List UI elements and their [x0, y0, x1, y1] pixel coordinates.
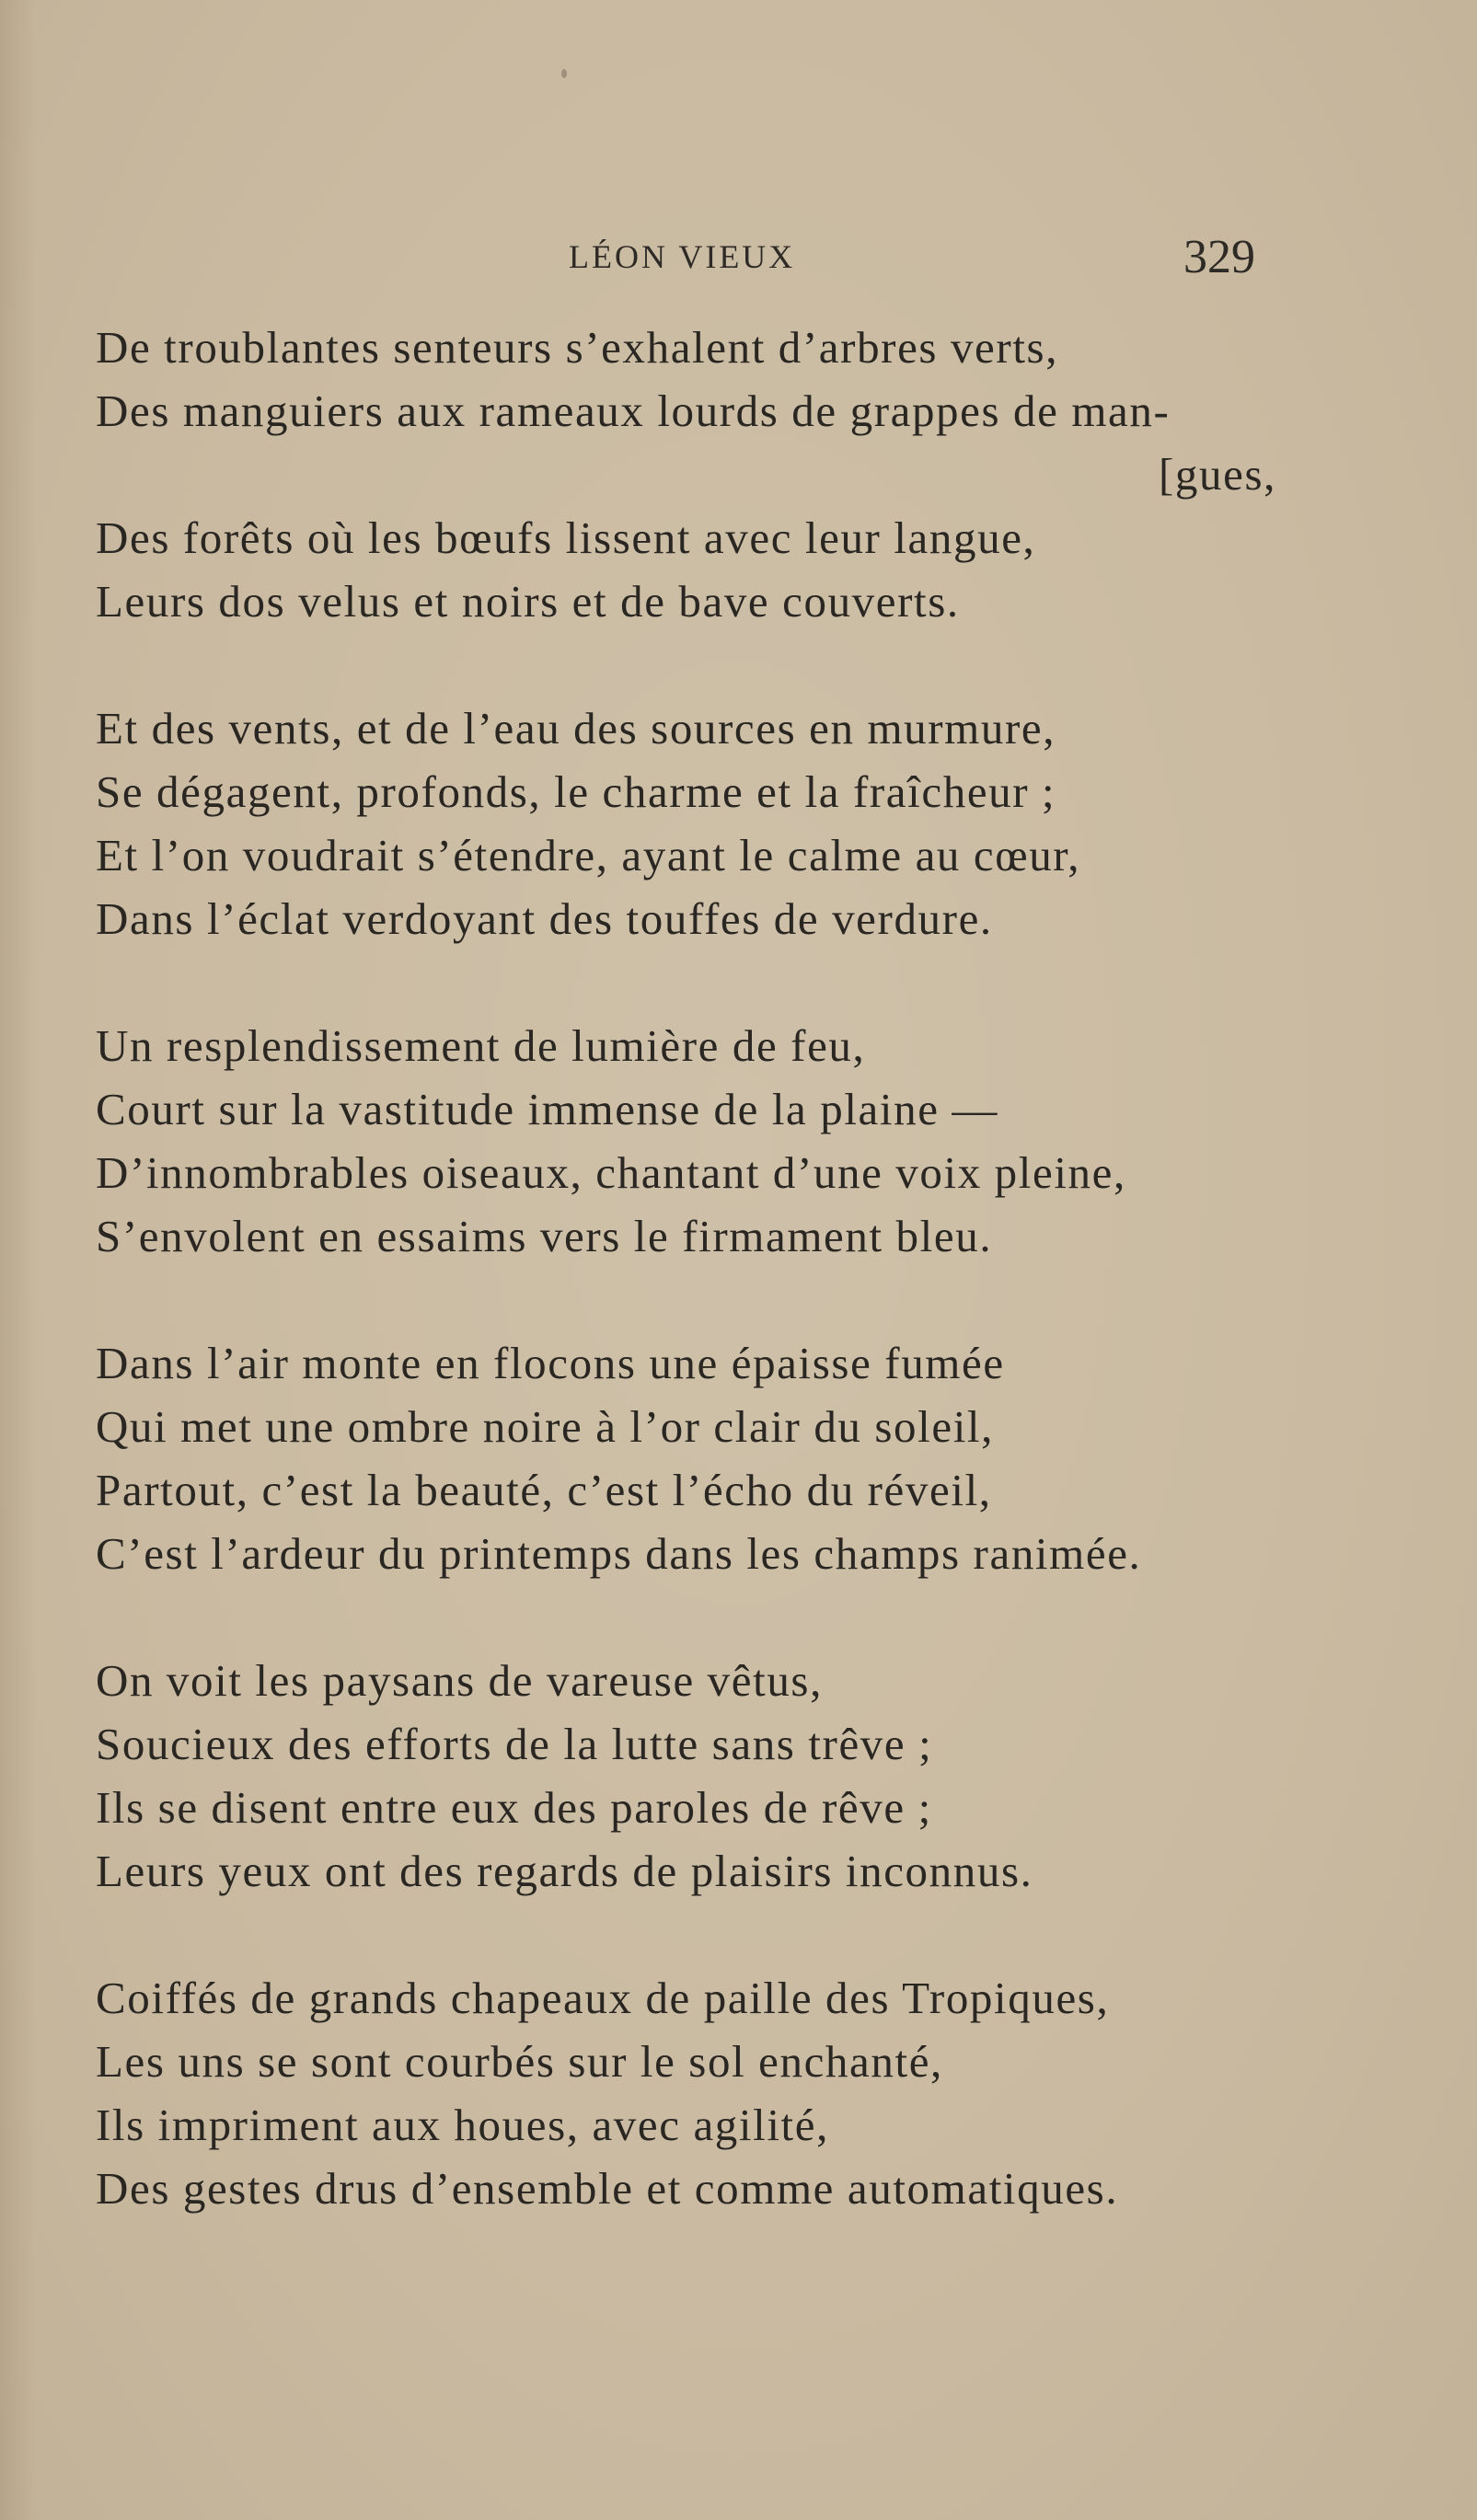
verse-line: Court sur la vastitude immense de la plaine — [96, 1084, 999, 1134]
verse-line: On voit les paysans de vareuse vêtus, [96, 1655, 823, 1706]
page-header [0, 230, 1477, 294]
verse-line: S’envolent en essaims vers le firmament bleu. [96, 1211, 993, 1261]
stanza-4 [96, 1331, 1292, 1585]
poem-body [96, 316, 1292, 2284]
verse-line: Dans l’air monte en flocons une épaisse fumée [96, 1338, 1005, 1388]
page-number: 329 [1183, 231, 1255, 283]
stanza-2 [96, 696, 1292, 950]
verse-line: C’est l’ardeur du printemps dans les champs ranimée. [96, 1528, 1142, 1579]
paper-speck [561, 69, 567, 78]
verse-line: Ils se disent entre eux des paroles de rêve ; [96, 1782, 932, 1833]
verse-line: Un resplendissement de lumière de feu, [96, 1020, 866, 1071]
gutter-shadow [0, 0, 37, 2520]
verse-line: Des forêts où les bœufs lissent avec leur langue, [96, 512, 1036, 563]
verse-line: Les uns se sont courbés sur le sol enchanté, [96, 2036, 943, 2087]
verse-line: Coiffés de grands chapeaux de paille des Tropiques, [96, 1973, 1110, 2023]
running-head: LÉON VIEUX [569, 238, 796, 275]
verse-line: Soucieux des efforts de la lutte sans trêve ; [96, 1719, 933, 1769]
verse-turnover: [gues, [1159, 449, 1276, 500]
verse-line: Leurs yeux ont des regards de plaisirs inconnus. [96, 1846, 1033, 1896]
verse-line: Leurs dos velus et noirs et de bave couverts. [96, 576, 960, 627]
verse-line: Qui met une ombre noire à l’or clair du soleil, [96, 1401, 994, 1452]
stanza-5 [96, 1649, 1292, 1903]
verse-line: Ils impriment aux houes, avec agilité, [96, 2100, 829, 2150]
stanza-6 [96, 1966, 1292, 2220]
verse-line: Partout, c’est la beauté, c’est l’écho du réveil, [96, 1465, 992, 1515]
stanza-1 [96, 316, 1292, 633]
verse-line: De troublantes senteurs s’exhalent d’arbres verts, [96, 322, 1059, 373]
verse-line: D’innombrables oiseaux, chantant d’une voix pleine, [96, 1147, 1126, 1198]
verse-line: Des manguiers aux rameaux lourds de grappes de man- [96, 385, 1171, 436]
verse-line: Et l’on voudrait s’étendre, ayant le calme au cœur, [96, 830, 1081, 880]
stanza-3 [96, 1014, 1292, 1268]
verse-line: Se dégagent, profonds, le charme et la fraîcheur ; [96, 766, 1056, 817]
verse-line: Dans l’éclat verdoyant des touffes de verdure. [96, 893, 993, 944]
verse-line: Des gestes drus d’ensemble et comme automatiques. [96, 2163, 1119, 2214]
verse-line: Et des vents, et de l’eau des sources en murmure, [96, 703, 1056, 754]
